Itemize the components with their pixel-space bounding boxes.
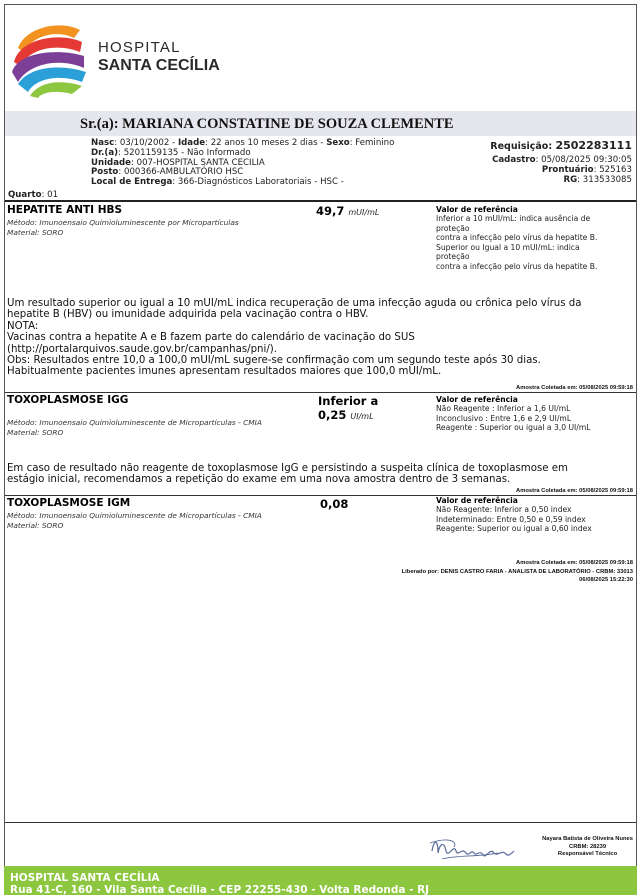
hospital-logo [10, 18, 88, 98]
page-footer [4, 866, 637, 895]
exam-method-toxo-igm: Método: Imunoensaio Quimioluminescente de Micropartículas - CMIA Material: SORO [7, 511, 262, 530]
exam-ref-toxo-igm: Valor de referência Não Reagente: Inferior a 0,50 index Indeterminado: Entre 0,50 e 0,59 index Reagente: Superior ou igual a 0,60 index [436, 496, 592, 534]
logo-line-2: SANTA CECÍLIA [98, 57, 220, 74]
exam-value-toxo-igg: 0,25 UI/mL [318, 408, 374, 422]
exam-title-toxo-igg: TOXOPLASMOSE IGG [7, 394, 129, 406]
hospital-logo-icon [10, 18, 88, 98]
signature-image [428, 833, 518, 863]
signature-divider [5, 822, 636, 823]
exam-value-prefix-toxo-igg: Inferior a [318, 394, 379, 408]
footer-hospital-name: HOSPITAL SANTA CECÍLIA [10, 872, 160, 884]
post-row: Posto: 000366-AMBULATÓRIO HSC [91, 167, 244, 178]
patient-info-right [412, 140, 632, 185]
exam-collected-toxo-igg: Amostra Coletada em: 05/08/2025 09:59:18 [516, 488, 633, 494]
delivery-row: Local de Entrega: 366-Diagnósticos Laboratoriais - HSC - [91, 177, 344, 188]
record-row: Prontuário: 525163 [541, 164, 632, 175]
birth-age-sex-row: Nasc: 03/10/2002 - Idade: 22 anos 10 meses 2 dias - Sexo: Feminino [91, 138, 395, 148]
requisition-row: Requisição: 2502283111 [490, 139, 632, 152]
footer-address: Rua 41-C, 160 - Vila Santa Cecília - CEP 22255-430 - Volta Redonda - RJ [10, 884, 430, 895]
unit-row: Unidade: 007-HOSPITAL SANTA CECILIA [91, 157, 265, 168]
handwritten-signature-icon [428, 833, 518, 863]
room-row: Quarto: 01 [8, 190, 59, 200]
patient-info-left [91, 139, 451, 188]
rg-row: RG: 313533085 [563, 174, 632, 185]
registration-row: Cadastro: 05/08/2025 09:30:05 [492, 155, 632, 165]
exam-notes-hepatite: Um resultado superior ou igual a 10 mUI/mL indica recuperação de uma infecção aguda ou crônica pelo vírus da hepatite B (HBV) ou imunidade adquirida pela vacinação contra o HBV. NOTA: Vacinas contra a hepatite A e B fazem parte do calendário de vacinação do SUS (http://portalarquivos.saude.gov.br/campanhas/pni/). Obs: Resultados entre 10,0 a 100,0 mUI/mL sugere-se confirmação com um segundo teste após 30 dias. Habitualmente pacientes imunes apresentam resultados maiores que 100,0 mUI/mL. [7, 298, 582, 378]
doctor-row: Dr.(a): 5201159135 - Não Informado [91, 147, 251, 158]
release-info: Amostra Coletada em: 05/08/2025 09:59:18 Liberado por: DENIS CASTRO FARIA - ANALISTA DE LABORATÓRIO - CRBM: 33013 06/08/2025 15:22:30 [401, 560, 633, 584]
patient-name: Sr.(a): MARIANA CONSTATINE DE SOUZA CLEMENTE [80, 116, 454, 132]
exam-method-hepatite: Método: Imunoensaio Quimioluminescente por Micropartículas Material: SORO [7, 218, 239, 237]
logo-line-1: HOSPITAL [98, 39, 181, 56]
exam-collected-hepatite: Amostra Coletada em: 05/08/2025 09:59:18 [516, 385, 633, 391]
exam-title-hepatite: HEPATITE ANTI HBS [7, 204, 123, 216]
exam-title-toxo-igm: TOXOPLASMOSE IGM [7, 497, 131, 509]
exam-value-toxo-igm: 0,08 [320, 497, 349, 511]
exam-method-toxo-igg: Método: Imunoensaio Quimioluminescente de Micropartículas - CMIA Material: SORO [7, 418, 262, 437]
exam-divider-1 [5, 392, 636, 393]
exam-ref-hepatite: Valor de referência Inferior a 10 mUI/mL: indica ausência de proteção contra a infecção pelo vírus da hepatite B. Superior ou Igual a 10 mUI/mL: indica proteção contra a infecção pelo vírus da hepatite B. [436, 205, 598, 271]
responsible-tech: Nayara Batista de Oliveira Nunes CRBM: 28239 Responsável Técnico [542, 836, 633, 858]
header-divider [5, 200, 636, 202]
exam-value-hepatite: 49,7 mUI/mL [316, 204, 380, 218]
exam-ref-toxo-igg: Valor de referência Não Reagente : Inferior a 1,6 UI/mL Inconclusivo : Entre 1,6 e 2,9 UI/mL Reagente : Superior ou igual a 3,0 UI/mL [436, 395, 591, 433]
exam-notes-toxo-igg: Em caso de resultado não reagente de toxoplasmose IgG e persistindo a suspeita clínica de toxoplasmose em estágio inicial, recomendamos a repetição do exame em uma nova amostra dentro de 3 semanas. [7, 463, 568, 486]
